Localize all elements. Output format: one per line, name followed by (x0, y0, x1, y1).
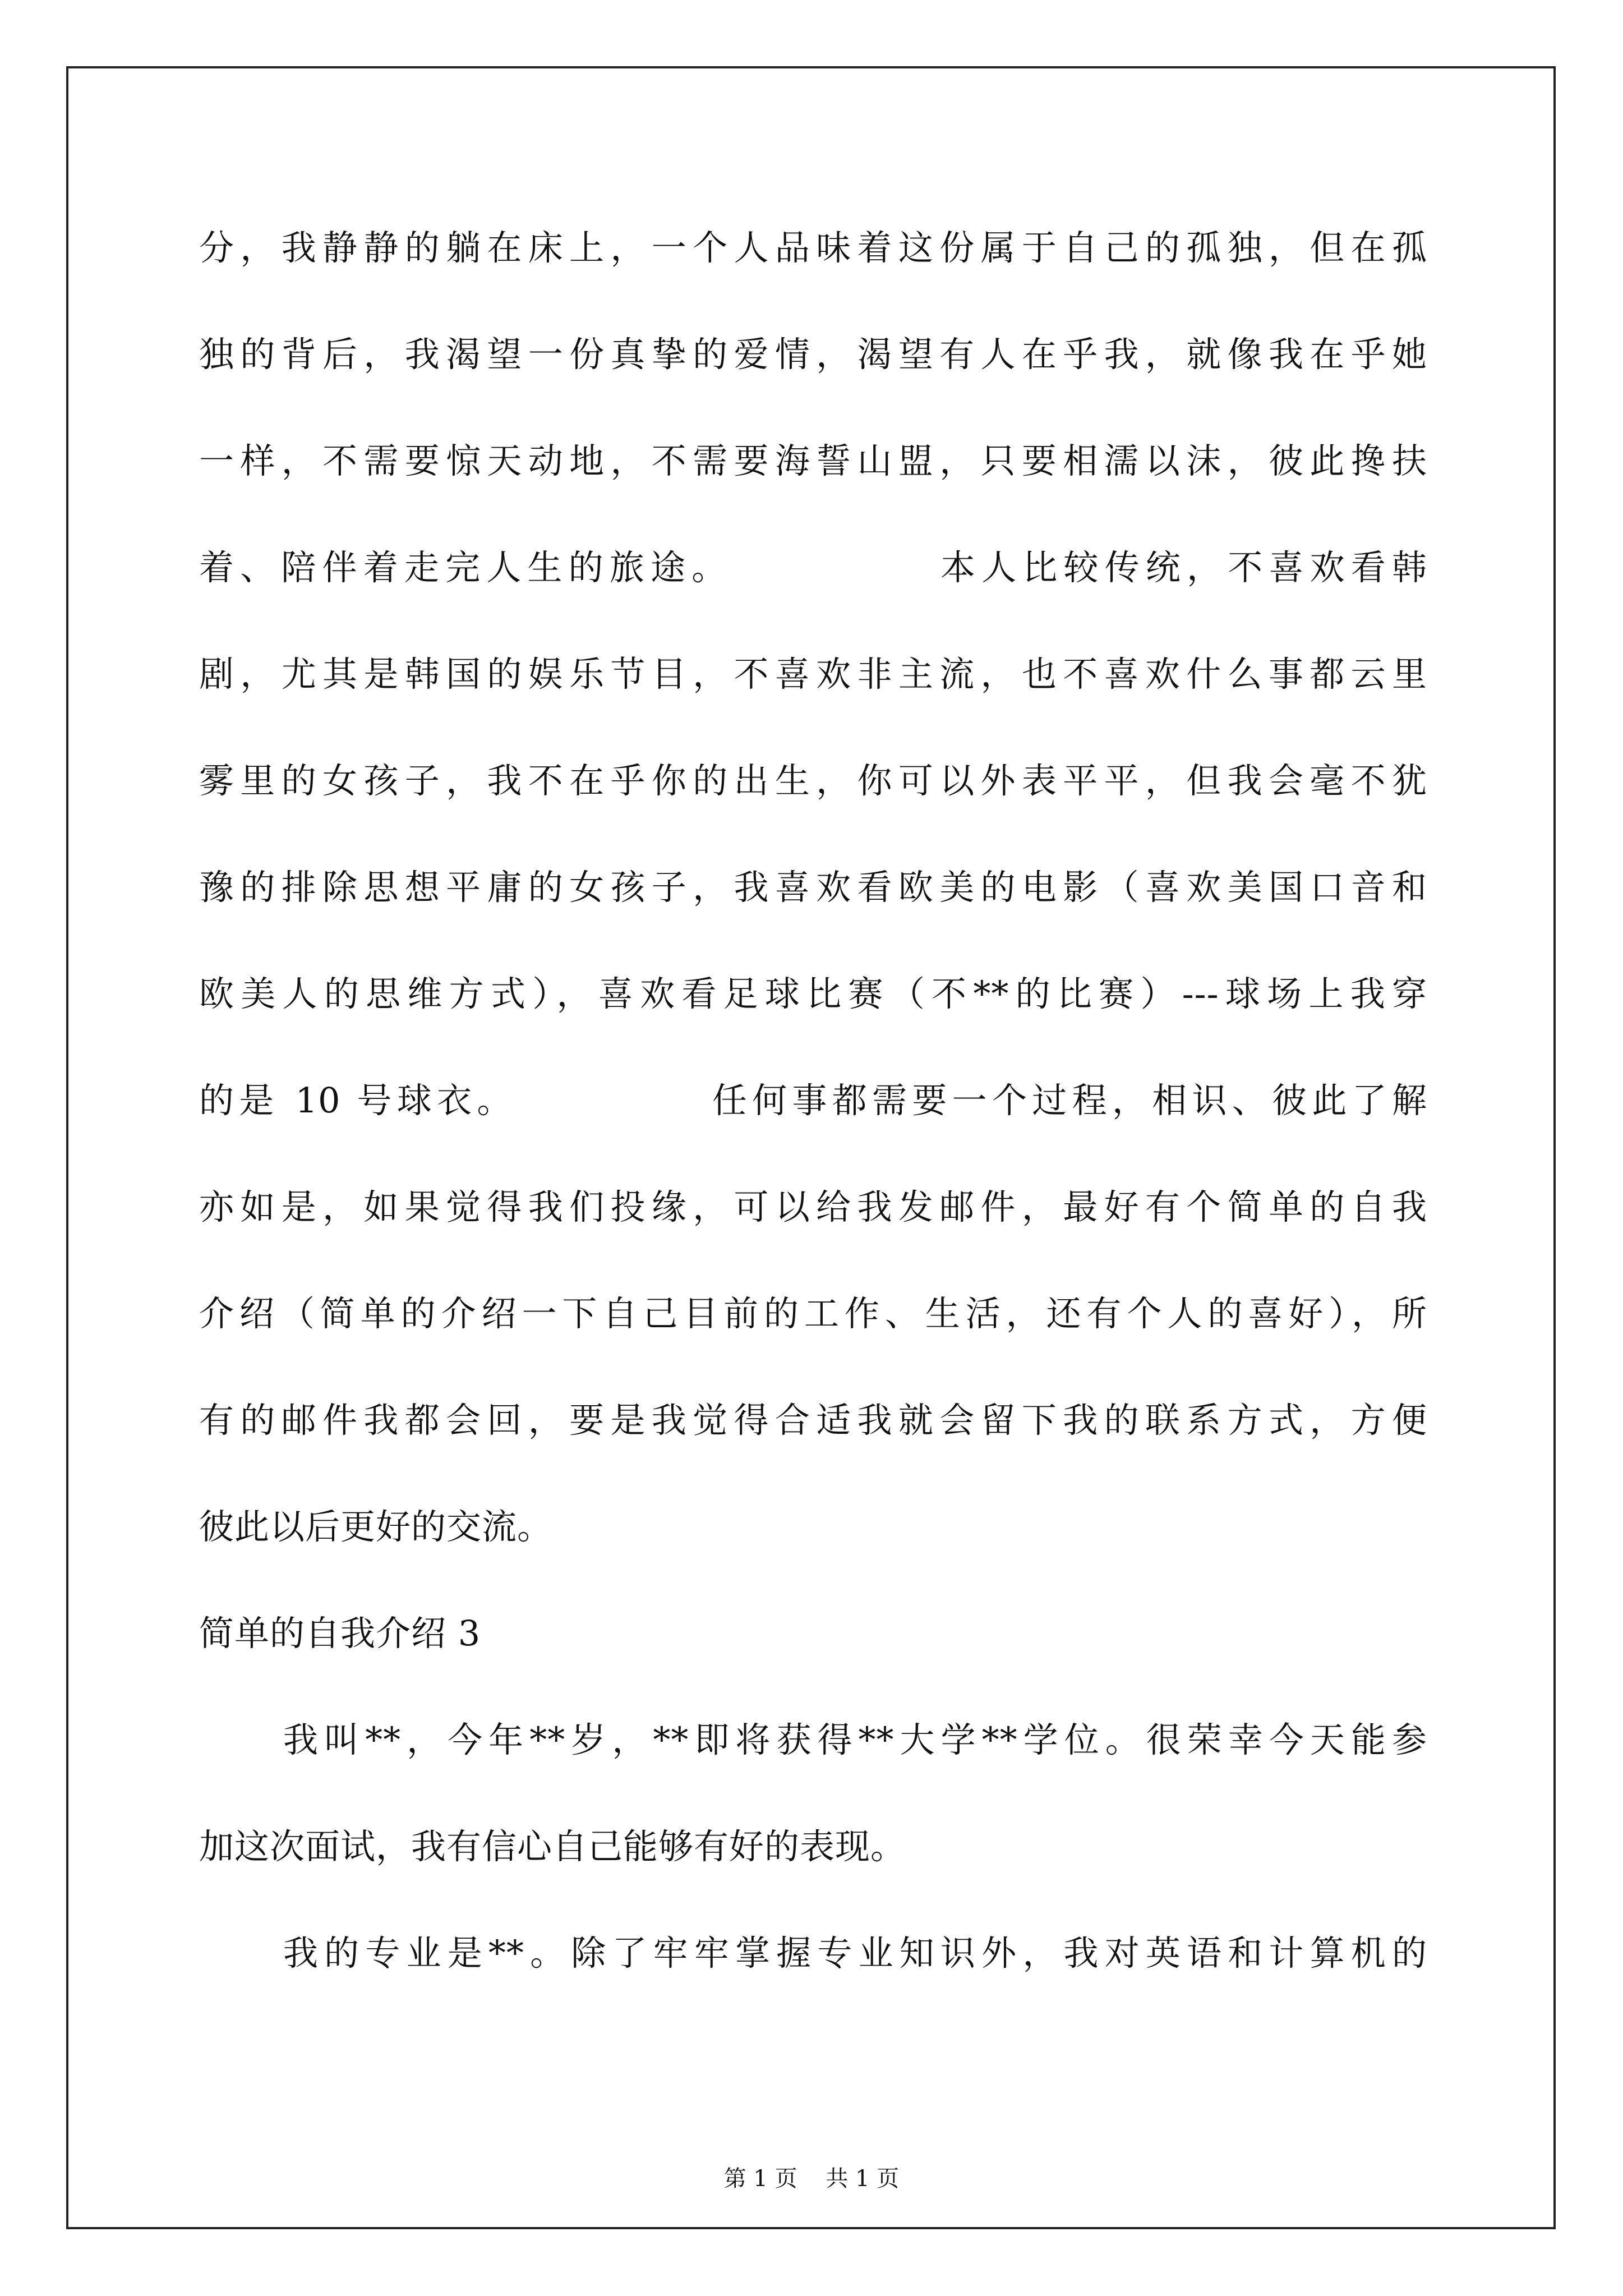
text-line: 的是 10 号球衣。 任何事都需要一个过程，相识、彼此了解 (199, 1080, 1427, 1121)
text-line: 亦如是，如果觉得我们投缘，可以给我发邮件，最好有个简单的自我 (199, 1186, 1427, 1227)
text-line: 独的背后，我渴望一份真挚的爱情，渴望有人在乎我，就像我在乎她 (199, 334, 1427, 375)
page-number-footer: 第 1 页 共 1 页 (723, 2166, 900, 2192)
text-line: 加这次面试，我有信心自己能够有好的表现。 (199, 1826, 906, 1867)
text-line: 我叫**，今年**岁，**即将获得**大学**学位。很荣幸今天能参 (283, 1719, 1427, 1760)
text-line: 着、陪伴着走完人生的旅途。 本人比较传统，不喜欢看韩 (199, 547, 1427, 588)
section-heading: 简单的自我介绍 3 (199, 1613, 481, 1654)
page-border (66, 66, 1556, 2229)
text-line: 彼此以后更好的交流。 (199, 1506, 553, 1547)
text-line: 我的专业是**。除了牢牢掌握专业知识外，我对英语和计算机的 (283, 1932, 1427, 1973)
text-line: 豫的排除思想平庸的女孩子，我喜欢看欧美的电影（喜欢美国口音和 (199, 867, 1427, 908)
text-line: 介绍（简单的介绍一下自己目前的工作、生活，还有个人的喜好），所 (199, 1293, 1427, 1334)
text-line: 一样，不需要惊天动地，不需要海誓山盟，只要相濡以沫，彼此搀扶 (199, 440, 1427, 481)
text-line: 雾里的女孩子，我不在乎你的出生，你可以外表平平，但我会毫不犹 (199, 760, 1427, 801)
text-line: 剧，尤其是韩国的娱乐节目，不喜欢非主流，也不喜欢什么事都云里 (199, 654, 1427, 694)
text-line: 欧美人的思维方式），喜欢看足球比赛（不**的比赛）---球场上我穿 (199, 973, 1427, 1014)
text-line: 分，我静静的躺在床上，一个人品味着这份属于自己的孤独，但在孤 (199, 227, 1427, 268)
text-line: 有的邮件我都会回，要是我觉得合适我就会留下我的联系方式，方便 (199, 1400, 1427, 1441)
